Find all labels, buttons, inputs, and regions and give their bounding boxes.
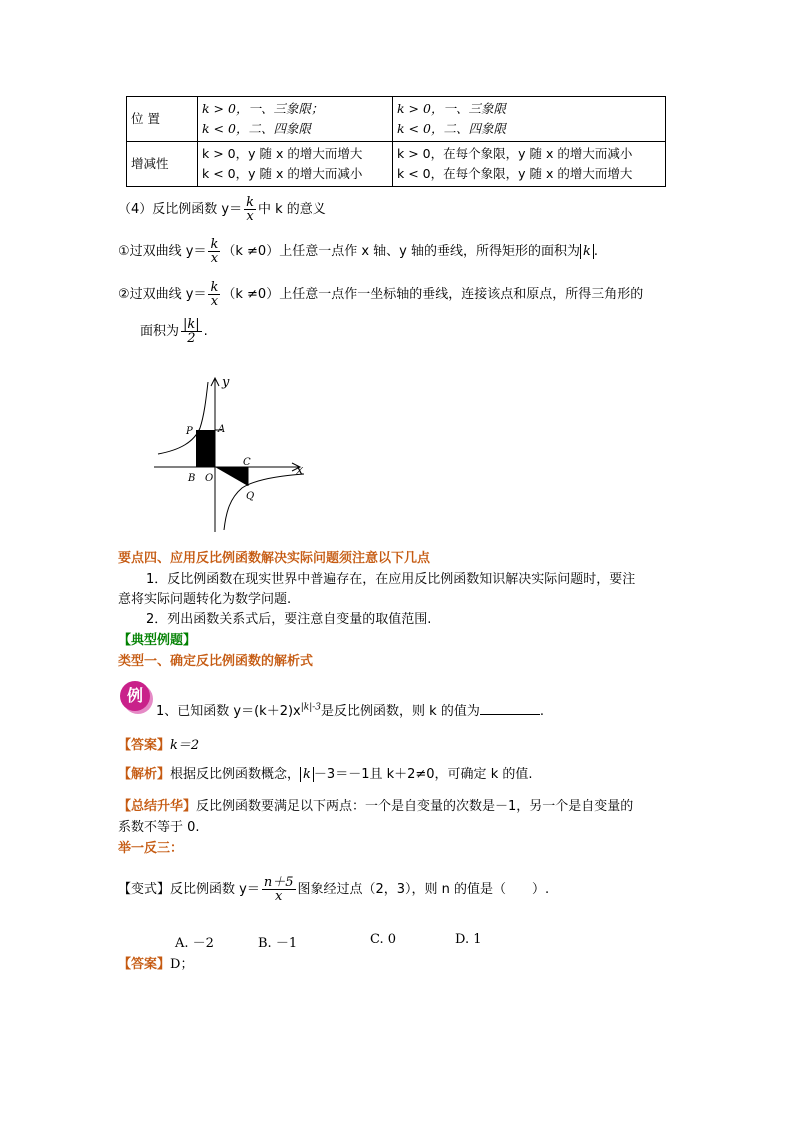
option-c: C. 0 (370, 932, 397, 947)
table-cell: k > 0，一、三象限； k < 0，二、四象限 (198, 97, 393, 142)
typical-heading: 【典型例题】 (118, 633, 197, 648)
hyperbola-figure (150, 370, 320, 535)
label-B: B (188, 473, 196, 484)
point4-p1a: 1．反比例函数在现实世界中普遍存在，在应用反比例函数知识解决实际问题时，要注 (146, 572, 636, 587)
section4-line: （4）反比例函数 y＝ $\frac{k}{x}$ 中 k 的意义 (118, 195, 326, 224)
item2-line: ②过双曲线 y＝ $\frac{k}{x}$ （k ≠0）上任意一点作一坐标轴的垂线，连接该点和原点，所得三角形的 (118, 280, 644, 309)
example1-question: 1、已知函数 $y=(k+2)x^{|k|-3}$是反比例函数，则 k 的值为 . (156, 702, 544, 719)
hyperbola-branch-right (224, 474, 304, 530)
label-Q: Q (246, 491, 255, 502)
fraction: $\frac{n+5}{x}$ (263, 875, 294, 904)
fraction: $\frac{k}{x}$ (210, 280, 219, 309)
label-O: O (205, 473, 214, 484)
row-header: 位 置 (127, 97, 198, 142)
variant-question: 【变式】反比例函数 y＝ $\frac{n+5}{x}$ 图象经过点（2，3），则 n 的值是（ ）. (118, 875, 550, 904)
example-badge-icon: 例 (120, 681, 150, 711)
shaded-triangle (215, 467, 248, 486)
type1-heading: 类型一、确定反比例函数的解析式 (118, 654, 314, 669)
label-A: A (218, 424, 226, 435)
shaded-rectangle (196, 430, 215, 467)
label-P: P (186, 426, 193, 437)
option-d: D. 1 (455, 932, 482, 947)
summary1-b: 系数不等于 0. (118, 820, 200, 835)
table-cell: k > 0，y 随 x 的增大而增大 k < 0，y 随 x 的增大而减小 (198, 142, 393, 187)
label-x: x (296, 463, 304, 478)
answer1: 【答案】k＝2 (118, 738, 200, 753)
point4-heading: 要点四、应用反比例函数解决实际问题须注意以下几点 (118, 551, 431, 566)
point4-p2: 2．列出函数关系式后，要注意自变量的取值范围. (146, 612, 432, 627)
table-cell: k > 0，在每个象限，y 随 x 的增大而减小 k < 0，在每个象限，y 随 x 的增大而增大 (393, 142, 666, 187)
item1-line: ①过双曲线 y＝ $\frac{k}{x}$ （k ≠0）上任意一点作 x 轴、y 轴的垂线，所得矩形的面积为 k . (118, 237, 599, 266)
answer2: 【答案】D； (118, 957, 194, 972)
option-a: A. －2 (175, 936, 214, 951)
fraction: $\frac{k}{x}$ (210, 237, 219, 266)
fraction: $\frac{|k|}{2}$ (183, 317, 200, 346)
fraction: $\frac{k}{x}$ (246, 195, 254, 224)
table-row (127, 97, 666, 142)
table-cell: k > 0，一、三象限 k < 0，二、四象限 (393, 97, 666, 142)
answer-blank (480, 702, 540, 715)
analysis1: 【解析】根据反比例函数概念， k －3＝－1且 k＋2≠0，可确定 k 的值. (118, 767, 533, 782)
point4-p1b: 意将实际问题转化为数学问题. (118, 592, 292, 607)
label-y: y (222, 375, 230, 390)
table-row (127, 142, 666, 187)
practice-heading: 举一反三： (118, 841, 184, 856)
summary1-a: 【总结升华】反比例函数要满足以下两点：一个是自变量的次数是－1，另一个是自变量的 (118, 799, 634, 814)
label-C: C (243, 457, 251, 468)
row-header: 增减性 (127, 142, 198, 187)
option-b: B. －1 (258, 936, 298, 951)
properties-table (126, 96, 666, 187)
item2-line2: 面积为 $\frac{|k|}{2}$ . (140, 317, 208, 346)
